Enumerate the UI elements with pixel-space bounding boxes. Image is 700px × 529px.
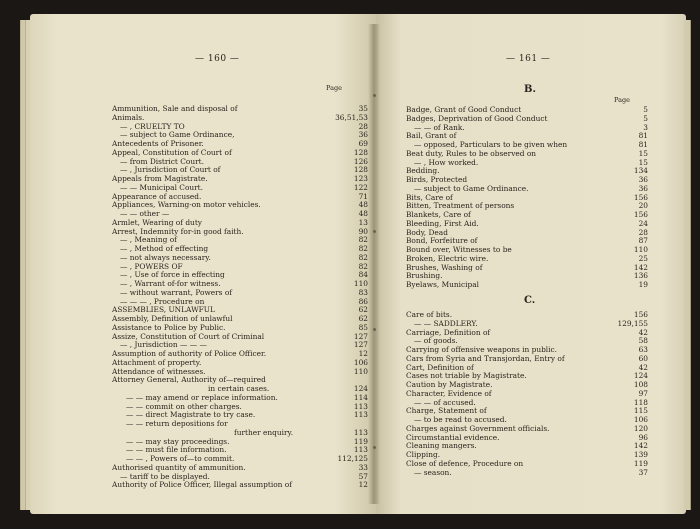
entry-page-number: 42 [638,327,648,337]
entry-text: Close of defence, Procedure on [406,458,524,468]
entry-page-number: 156 [633,192,648,202]
entry-text: — , Meaning of [120,235,177,245]
entry-page-number: 113 [353,445,368,455]
entry-text: — , Method of effecting [120,244,209,253]
entry-text: Authorised quantity of ammunition. [112,462,246,472]
entry-text: — , CRUELTY TO [120,121,185,131]
entry-text: Bond, Forfeiture of [406,236,478,246]
entry-page-number: 127 [353,340,368,350]
binding-staple [373,446,376,449]
entry-page-number: 139 [633,450,648,459]
entry-page-number: 24 [638,218,648,228]
entry-page-number: 142 [633,441,648,451]
entry-page-number: 33 [358,462,368,472]
entry-page-number: 113 [353,410,368,420]
entry-page-number: 113 [353,401,368,411]
entry-page-number: 5 [643,113,648,123]
right-page [376,14,686,514]
entry-page-number: 57 [358,471,368,481]
entry-text: Animals. [112,112,145,122]
entry-text: Clipping. [406,450,441,459]
entry-text: Attachment of property. [112,357,202,367]
entry-page-number: 106 [633,415,648,424]
entry-page-number: 115 [633,406,648,416]
entry-page-number: 124 [633,371,648,381]
entry-text: — , Jurisdiction — — — [120,340,207,350]
entry-page-number: 62 [358,305,368,315]
page-number: — 161 — [506,54,551,64]
entry-page-number: 108 [633,380,648,389]
entry-text: further enquiry. [234,427,294,437]
entry-text: Bail, Grant of [406,131,457,141]
entry-text: Bleeding, First Aid. [406,218,479,228]
index-entries-b [406,106,648,290]
entry-page-number: 136 [633,271,648,281]
entry-text: Carriage, Definition of [406,327,491,337]
entry-page-number: 82 [358,261,368,271]
entry-text: Assembly, Definition of unlawful [112,314,233,323]
entry-page-number: 69 [358,139,368,148]
entry-page-number: 19 [638,280,648,289]
entry-text: Authority of Police Officer, Illegal assumption of [112,480,292,490]
entry-page-number: 128 [353,165,368,175]
entry-text: Armlet, Wearing of duty [112,217,202,227]
entry-page-number: 82 [358,252,368,262]
entry-page-number: 13 [358,217,368,227]
entry-text: Caution by Magistrate. [406,380,493,389]
entry-text: — — , Powers of—to commit. [126,454,235,463]
entry-text: — — SADDLERY. [414,318,478,328]
entry-text: Attorney General, Authority of—required [112,375,266,385]
entry-text: Attendance of witnesses. [112,366,206,376]
entry-text: Beat duty, Rules to be observed on [406,148,537,158]
index-entries-c [406,311,648,477]
section-letter-c: C. [524,295,536,306]
page-number: — 160 — [195,54,240,64]
entry-page-number: 83 [358,287,368,297]
entry-text: Ammunition, Sale and disposal of [112,104,238,113]
entry-text: Assize, Constitution of Court of Criminal [112,331,265,341]
entry-text: Bedding. [406,166,440,176]
entry-page-number: 36 [358,130,368,140]
entry-text: — to be read to accused. [414,415,507,424]
entry-text: — opposed, Particulars to be given when [414,140,568,149]
left-page [30,14,376,514]
entry-text: Appeals from Magistrate. [112,174,208,183]
entry-page-number: 62 [358,314,368,323]
index-entry [406,442,648,451]
entry-text: Birds, Protected [406,175,468,184]
page-column-label: Page [326,84,342,92]
entry-text: Brushes, Washing of [406,262,483,272]
entry-text: Arrest, Indemnity for-in good faith. [112,226,244,236]
entry-text: — — of accused. [414,397,476,407]
entry-page-number: 37 [638,467,648,477]
entry-text: — — may stay proceedings. [126,436,230,446]
entry-text: Appeal, Constitution of Court of [112,147,232,157]
entry-page-number: 82 [358,244,368,253]
entry-text: — — — , Procedure on [120,296,205,306]
entry-text: — , POWERS OF [120,261,183,271]
entry-page-number: 123 [353,174,368,183]
entry-page-number: 63 [638,345,648,354]
entry-page-number: 81 [638,140,648,149]
entry-page-number: 126 [353,156,368,166]
entry-page-number: 15 [638,148,648,158]
entry-text: — of goods. [414,336,458,346]
entry-text: Badge, Grant of Good Conduct [406,105,522,114]
entry-page-number: 48 [358,200,368,210]
entry-text: Bound over, Witnesses to be [406,245,512,254]
entry-text: Carrying of offensive weapons in public. [406,345,558,354]
entry-text: Brushing. [406,271,443,281]
index-entries-left [112,105,368,490]
entry-page-number: 124 [353,384,368,393]
entry-page-number: 129,155 [617,318,648,328]
entry-text: — — commit on other charges. [126,401,242,411]
entry-page-number: 58 [638,336,648,346]
entry-text: — — must file information. [126,445,227,455]
entry-page-number: 127 [353,331,368,341]
entry-text: — tariff to be displayed. [120,471,210,481]
entry-page-number: 15 [638,157,648,167]
binding-staple [373,230,376,233]
entry-page-number: 122 [353,182,368,192]
entry-text: — , Jurisdiction of Court of [120,165,221,175]
entry-text: Cars from Syria and Transjordan, Entry of [406,353,565,363]
entry-text: Assumption of authority of Police Officer. [112,349,267,358]
entry-text: — without warrant, Powers of [120,287,233,297]
page-stack-edge [684,20,691,510]
entry-page-number: 85 [358,322,368,332]
index-entry [406,264,648,273]
entry-page-number: 142 [633,262,648,272]
entry-text: Broken, Electric wire. [406,253,489,263]
entry-text: Appliances, Warning-on motor vehicles. [112,200,261,210]
entry-page-number: 42 [638,362,648,372]
entry-text: Appearance of accused. [112,191,202,201]
entry-page-number: 86 [358,296,368,306]
entry-page-number: 12 [358,480,368,490]
index-entry [112,105,368,114]
entry-page-number: 113 [353,427,368,437]
entry-page-number: 48 [358,209,368,218]
entry-page-number: 156 [633,210,648,219]
entry-text: — from District Court. [120,156,204,166]
entry-page-number: 36 [638,175,648,184]
entry-text: Antecedents of Prisoner. [112,139,204,148]
entry-text: Bits, Care of [406,192,453,202]
entry-text: — , Warrant of-for witness. [120,279,221,288]
entry-text: — not always necessary. [120,252,211,262]
entry-text: in certain cases. [208,384,270,393]
entry-page-number: 119 [353,436,368,446]
entry-text: Charge, Statement of [406,406,487,416]
entry-page-number: 28 [638,227,648,237]
entry-text: Bitten, Treatment of persons [406,201,515,211]
entry-text: — season. [414,467,452,477]
entry-page-number: 82 [358,235,368,245]
entry-page-number: 60 [638,353,648,363]
entry-page-number: 96 [638,432,648,442]
entry-page-number: 90 [358,226,368,236]
entry-page-number: 120 [633,423,648,433]
entry-text: — — other — [120,209,170,218]
entry-page-number: 118 [633,397,648,407]
entry-page-number: 114 [353,392,368,402]
index-entry [406,469,648,478]
entry-page-number: 110 [633,245,648,254]
index-entry [406,281,648,290]
entry-text: — — may amend or replace information. [126,392,278,402]
entry-page-number: 25 [638,253,648,263]
entry-text: — subject to Game Ordinance. [414,183,529,193]
entry-page-number: 5 [643,105,648,114]
entry-text: Blankets, Care of [406,210,471,219]
entry-text: Assistance to Police by Public. [112,322,226,332]
entry-text: — subject to Game Ordinance, [120,130,235,140]
entry-text: — , Use of force in effecting [120,270,225,280]
entry-page-number: 110 [353,279,368,288]
entry-page-number: 134 [633,166,648,176]
entry-text: Cart, Definition of [406,362,474,372]
entry-page-number: 36,51,53 [335,112,368,122]
entry-page-number: 20 [638,201,648,211]
entry-page-number: 84 [358,270,368,280]
binding-staple [373,94,376,97]
entry-text: Cleaning mangers. [406,441,477,451]
entry-text: Care of bits. [406,310,453,319]
entry-text: Cases not triable by Magistrate. [406,371,527,381]
entry-page-number: 81 [638,131,648,141]
page-column-label: Page [614,96,630,104]
entry-text: — , How worked. [414,157,479,167]
entry-text: — — direct Magistrate to try case. [126,410,256,420]
entry-text: — — of Rank. [414,122,465,132]
entry-text: Charges against Government officials. [406,423,550,433]
entry-text: — — return depositions for [126,419,228,428]
entry-page-number: 36 [638,183,648,193]
entry-page-number: 35 [358,104,368,113]
entry-page-number: 128 [353,147,368,157]
entry-page-number: 112,125 [337,454,368,463]
index-entry [406,159,648,168]
entry-text: — — Municipal Court. [120,182,204,192]
index-entry [112,481,368,490]
entry-page-number: 106 [353,357,368,367]
entry-page-number: 156 [633,310,648,319]
entry-page-number: 3 [643,122,648,132]
entry-text: Character, Evidence of [406,388,492,398]
entry-page-number: 119 [633,458,648,468]
entry-page-number: 97 [638,388,648,398]
entry-page-number: 12 [358,349,368,358]
entry-text: Badges, Deprivation of Good Conduct [406,113,548,123]
open-book [16,14,688,514]
entry-page-number: 110 [353,366,368,376]
entry-text: ASSEMBLIES, UNLAWFUL [112,305,215,315]
entry-page-number: 28 [358,121,368,131]
entry-text: Byelaws, Municipal [406,280,480,289]
section-letter-b: B. [524,84,536,95]
entry-text: Body, Dead [406,227,448,237]
entry-text: Circumstantial evidence. [406,432,500,442]
binding-staple [373,328,376,331]
entry-page-number: 71 [358,191,368,201]
entry-page-number: 87 [638,236,648,246]
